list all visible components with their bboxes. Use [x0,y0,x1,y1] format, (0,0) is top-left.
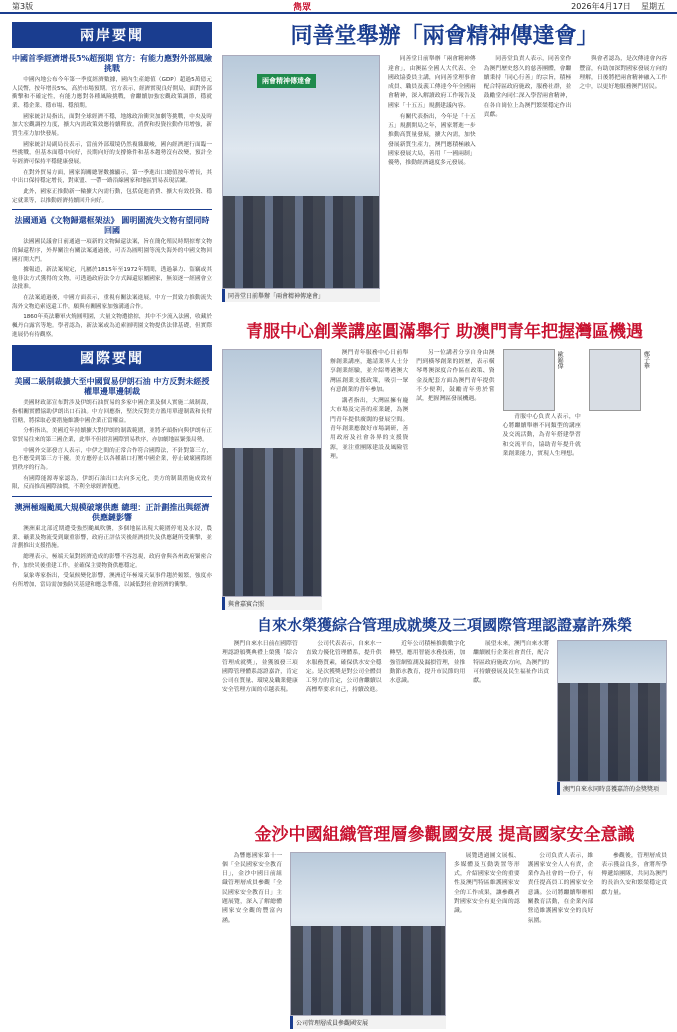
story-headline: 美國二級制裁擴大至中國貿易伊朗石油 中方反對未經授權單邊單邊制裁 [14,376,210,397]
main-area [222,22,667,1027]
photo-caption: 公司管理層成員參觀國安展 [290,1016,446,1029]
article-body: 同善堂日前舉辦「兩會精神傳達會」，由澳區全國人大代表、全國政協委員主講，向同善堂理事會成員、職員及義工傳達今年全國兩會精神，深入解讀政府工作報告及國家「十五五」規劃建議內容。 有關代表指出，今年是「十五五」規劃開局之年，國家將進一步推動高質量發展，擴大內需，加快發展新質生產力，澳門應積極融入國家發展大局，善用「一國兩制」優勢，推動經濟適度多元發展。 同善堂負責人表示，同善堂作為澳門歷史悠久的慈善團體，會繼續秉持「同心行善」的宗旨，積極配合特區政府施政，服務社群，並鼓勵堂內同仁深入學習兩會精神，在各自崗位上為澳門繁榮穩定作出貢獻。 與會者認為，是次傳達會內容豐富，有助加深對國家發展方向的理解，日後將把兩會精神融入工作之中，以更好地服務澳門居民。 [388,56,667,167]
group-photo [222,349,322,597]
story-body: 中國內地公布今年第一季度經濟數據，國內生產總值（GDP）超過5萬億元人民幣，按年增長5%，高於市場預期。官方表示，經濟實現良好開局，面對外部衝擊和不確定性，有能力應對各種風險挑戰，會繼續加強宏觀政策調節，穩就業、穩企業、穩市場、穩預期。 國家統計局指出，面對全球經濟不穩，地緣政治衝突加劇等挑戰，中央及時加大宏觀調控力度，擴大內需政策效應持續釋放，消費和投資拉動作用增強，新質生產力加快發展。 國家統計局副局長表示，當前外部環境仍然複雜嚴峻，國內經濟運行面臨一些挑戰，但基本面穩中向好，長期向好的支撐條件和基本趨勢沒有改變，預計全年經濟可保持平穩健康發展。 在對外貿易方面，國家海關總署數據顯示，第一季進出口總值按年增長，其中出口保持穩定增長，對東盟、一帶一路沿線國家和地區貿易表現活躍。 此外，國家正推動新一輪擴大內需行動，包括促進消費、擴大有效投資、穩定就業等，以推動經濟持續回升向好。 [12,77,212,204]
article-body-lead: 為響應國家第十一個「全民國家安全教育日」，金沙中國日前組織管理層成員參觀「全民國家安全教育日」主題展覽，深入了解總體國家安全觀的豐富內涵。 [222,852,282,924]
visit-photo [290,852,446,1016]
divider [12,209,212,210]
photo-caption: 澳門自來水同時喜獲嘉許的金獎獎項 [557,782,667,795]
header-date: 2026年4月17日 星期五 [571,1,665,11]
story-body: 澳洲東北部近期遭受強烈颱風吹襲，多個地區出現大範圍停電及水浸，農業、礦業及物流受到嚴重影響，政府正評估災後經濟損失及供應鏈所受衝擊，並計劃推出支援措施。 總理表示，極端天氣對經濟造成的影響不容忽視，政府會與各州政府緊密合作，加快災後重建工作，並確保主要物資供應穩定。 氣象專家指出，受氣候變化影響，澳洲近年極端天氣事件趨於頻繁，強度亦有所增加，當局需加強防災基建和應急準備，以減低對社會經濟的衝擊。 [12,525,212,588]
story-headline: 澳洲極端颱風大規模破壞供應 總理：正計劃推出與經濟供應鏈影響 [14,501,210,522]
speaker-photo [503,349,555,411]
story-body: 美國財政部宣布對涉及伊朗石油貿易的多家中國企業及個人實施二級制裁，指相關實體協助伊朗出口石油。中方回應指，堅決反對美方濫用單邊制裁和長臂管轄，將採取必要措施維護中國企業正當權益。 分析指出，美國近年持續擴大對伊朗的制裁範圍，並將矛頭指向與伊朗有正常貿易往來的第三國企業，此舉不但損害國際貿易秩序，亦加劇地區緊張局勢。 中國外交部發言人表示，中伊之間的正常合作符合國際法，不針對第三方，也不應受到第三方干擾。美方應停止以各種藉口打壓中國企業，停止破壞國際經貿秩序的行為。 有國際能源專家認為，伊朗石油出口去向多元化，美方的制裁措施成效有限，反而推高國際油價，不利全球經濟復甦。 [12,400,212,491]
award-photo [557,640,667,782]
speaker-photo [589,349,641,411]
left-column [12,22,212,1012]
article-title: 金沙中國組織管理層參觀國安展 提高國家安全意識 [254,825,635,846]
photo-caption: 與會嘉賓合照 [222,597,322,610]
page-header [0,0,677,14]
article-title: 自來水榮獲綜合管理成就獎及三項國際管理認證嘉許殊榮 [256,615,632,634]
event-banner: 兩會精神傳達會 [257,74,316,88]
story-headline: 中國首季經濟增長5%超預期 官方：有能力應對外部風險挑戰 [12,53,212,73]
story-headline: 法國通過《文物歸還框架法》 圓明園流失文物有望同時回國 [14,215,210,236]
masthead: 雋眾 [293,2,312,13]
article-title: 同善堂舉辦「兩會精神傳達會」 [290,23,599,49]
group-photo [222,55,380,289]
section-header-international: 國際要聞 [12,345,212,371]
speaker-name: 鄭子華 [642,350,650,369]
page-number: 第3版 [12,1,34,11]
photo-caption: 同善堂日前舉辦「兩會精神傳達會」 [222,289,380,302]
article-title: 青服中心創業講座圓滿舉行 助澳門青年把握灣區機遇 [246,322,643,343]
story-body: 法國國民議會日前通過一項新的文物歸還法案，旨在簡化殖民時期掠奪文物的歸還程序，外界關注有關法案通過後，可否為圓明園等流失海外的中國文物回國打開大門。 據報道，新法案規定，凡屬於1815年至1972年期間，透過暴力、盜竊或其他非法方式獲得的文物，可透過政府法令方式歸還原屬國家，無須逐一經國會立法批准。 在法案通過後，中國方面表示，重視有關法案進展，中方一貫致力推動流失海外文物追索返還工作，願與有關國家加強溝通合作。 1860年英法聯軍火燒圓明園，大量文物遭搶掠，其中不少流入法國，收藏於楓丹白露宮等地。學者認為，新法案或為追索圓明園文物提供法律基礎，但實際進展仍有待觀察。 [12,239,212,338]
divider [12,496,212,497]
section-header-cross-strait: 兩岸要聞 [12,22,212,48]
speaker-name: 歐錦偉 [556,350,564,369]
article-body: 澳門青年服務中心日前舉辦創業講座，邀請業界人士分享創業經驗，並介紹粵港澳大灣區創業支援政策，吸引一眾有意創業的青年參加。 講者指出，大灣區擁有龐大市場及完善的產業鏈，為澳門青年提供廣闊的發展空間。青年創業應做好市場調研，善用政府及社會各界的支援資源，並注重團隊建設及風險管理。 另一位講者分享自身由澳門到橫琴創業的經歷，表示橫琴粵澳深度合作區在政策、資金及配套方面為澳門青年提供不少便利，鼓勵青年勇於嘗試，把握灣區發展機遇。 歐錦偉 青服中心負責人表示，中心將繼續舉辦不同類型的講座及交流活動，為青年搭建學習和交流平台，協助青年提升就業創業能力，實現人生理想。 鄭子華 [330,349,650,460]
article-body: 展覽透過圖文展板、多媒體及互動裝置等形式，介紹國家安全的重要性及澳門特區維護國家安全的工作成果，讓參觀者對國家安全有更全面的認識。 公司負責人表示，維護國家安全人人有責，企業作為社會的一份子，有責任提高員工的國家安全意識。公司將繼續舉辦相關教育活動，在企業內部營造維護國家安全的良好氛圍。 參觀後，管理層成員表示獲益良多，會將所學傳遞給團隊，共同為澳門的長治久安和繁榮穩定貢獻力量。 [454,852,667,924]
article-body: 澳門自來水日前在國際管理認證頒獎典禮上榮獲「綜合管理成就獎」，並獲頒發三項國際管理體系認證嘉許，肯定公司在質量、環境及職業健康安全管理方面的卓越表現。 公司代表表示，自來水一直致力優化管理體系，提升供水服務質素，確保供水安全穩定。是次獲獎是對公司全體員工努力的肯定，公司會繼續以高標準要求自己，持續改進。 近年公司積極推動數字化轉型，應用智能水務技術，加強管網監測及漏損管理，並推動節水教育，提升市民節約用水意識。 展望未來，澳門自來水將繼續履行企業社會責任，配合特區政府施政方向，為澳門的可持續發展及民生福祉作出貢獻。 [222,641,549,694]
